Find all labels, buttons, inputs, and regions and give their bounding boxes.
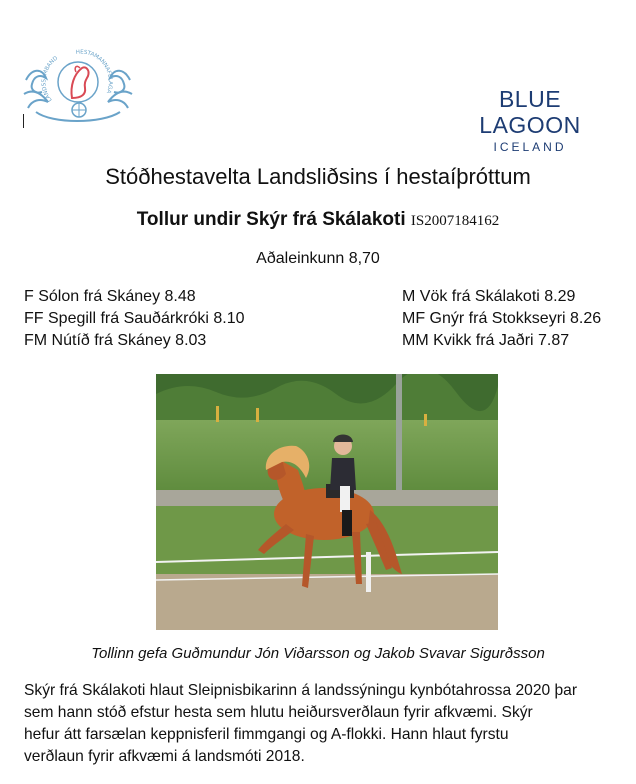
paragraph-line: verðlaun fyrir afkvæmi á landsmóti 2018. — [24, 748, 305, 765]
rider-on-chestnut-horse-photo — [156, 374, 498, 630]
paragraph-line: sem hann stóð efstur hesta sem hlutu heiðursverðlaun fyrir afkvæmi. Skýr — [24, 704, 533, 721]
pedigree-line: M Vök frá Skálakoti 8.29 — [402, 288, 576, 305]
pedigree-line: MF Gnýr frá Stokkseyri 8.26 — [402, 310, 602, 327]
pedigree-dam-side — [402, 286, 601, 352]
horse-photo — [156, 374, 498, 630]
brand-sub-text: ICELAND — [493, 140, 567, 154]
landssamband-logo — [22, 38, 134, 130]
pedigree-line: MM Kvikk frá Jaðri 7.87 — [402, 332, 570, 349]
text-cursor — [23, 114, 24, 128]
horse-head-emblem-icon — [22, 38, 134, 130]
total-score: Aðaleinkunn 8,70 — [256, 250, 380, 267]
description-paragraph — [24, 680, 620, 768]
registration-number: IS2007184162 — [410, 213, 500, 229]
pedigree-line: FF Spegill frá Sauðárkróki 8.10 — [24, 310, 245, 327]
stallion-heading — [0, 209, 636, 231]
pedigree-line: F Sólon frá Skáney 8.48 — [24, 288, 196, 305]
paragraph-line: hefur átt farsælan keppnisferil fimmgangi og A-flokki. Hann hlaut fyrstu — [24, 726, 509, 743]
blue-lagoon-logo — [446, 86, 614, 156]
stallion-name: Tollur undir Skýr frá Skálakoti — [136, 209, 406, 230]
brand-main-text: BLUE LAGOON — [479, 86, 581, 138]
pedigree-line: FM Nútíð frá Skáney 8.03 — [24, 332, 207, 349]
pedigree-sire-side — [24, 286, 245, 352]
document-title: Stóðhestavelta Landsliðsins í hestaíþróttum — [105, 164, 531, 189]
svg-text:LANDSSAMBAND — [41, 56, 59, 103]
logo-ring-text-right: HESTAMANNAFÉLAGA — [75, 49, 113, 94]
paragraph-line: Skýr frá Skálakoti hlaut Sleipnisbikarinn á landssýningu kynbótahrossa 2020 þar — [24, 682, 578, 699]
photo-caption: Tollinn gefa Guðmundur Jón Viðarsson og Jakob Svavar Sigurðsson — [91, 645, 545, 662]
logo-ring-text-left: LANDSSAMBAND — [41, 55, 60, 103]
